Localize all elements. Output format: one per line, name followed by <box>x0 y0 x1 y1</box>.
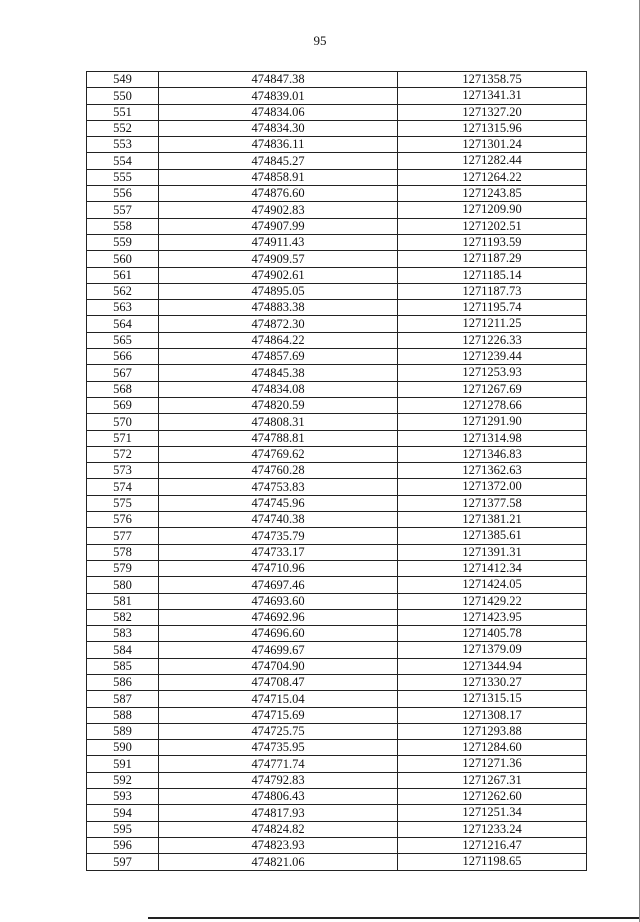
y-coordinate-cell: 1271381.21 <box>398 512 587 528</box>
point-number-cell: 591 <box>87 756 159 772</box>
y-coordinate-cell: 1271262.60 <box>398 789 587 805</box>
point-number-cell: 570 <box>87 414 159 430</box>
y-coordinate-cell: 1271187.73 <box>398 283 587 299</box>
x-coordinate-cell: 474911.43 <box>159 234 398 250</box>
y-coordinate-cell: 1271195.74 <box>398 300 587 316</box>
point-number-cell: 584 <box>87 642 159 658</box>
y-coordinate-cell: 1271362.63 <box>398 463 587 479</box>
point-number-cell: 585 <box>87 658 159 674</box>
y-coordinate-cell: 1271187.29 <box>398 251 587 267</box>
x-coordinate-cell: 474845.38 <box>159 365 398 381</box>
point-number-cell: 588 <box>87 707 159 723</box>
table-row <box>87 609 587 625</box>
point-number-cell: 595 <box>87 821 159 837</box>
y-coordinate-cell: 1271282.44 <box>398 153 587 169</box>
point-number-cell: 573 <box>87 463 159 479</box>
point-number-cell: 583 <box>87 626 159 642</box>
table-row <box>87 707 587 723</box>
point-number-cell: 558 <box>87 218 159 234</box>
point-number-cell: 556 <box>87 186 159 202</box>
table-row <box>87 234 587 250</box>
x-coordinate-cell: 474845.27 <box>159 153 398 169</box>
point-number-cell: 590 <box>87 740 159 756</box>
x-coordinate-cell: 474745.96 <box>159 495 398 511</box>
x-coordinate-cell: 474715.04 <box>159 691 398 707</box>
x-coordinate-cell: 474839.01 <box>159 88 398 104</box>
table-row <box>87 349 587 365</box>
y-coordinate-cell: 1271291.90 <box>398 414 587 430</box>
table-row <box>87 495 587 511</box>
y-coordinate-cell: 1271293.88 <box>398 723 587 739</box>
x-coordinate-cell: 474836.11 <box>159 137 398 153</box>
point-number-cell: 596 <box>87 837 159 853</box>
point-number-cell: 571 <box>87 430 159 446</box>
table-row <box>87 88 587 104</box>
table-row <box>87 414 587 430</box>
point-number-cell: 572 <box>87 446 159 462</box>
y-coordinate-cell: 1271264.22 <box>398 169 587 185</box>
x-coordinate-cell: 474710.96 <box>159 560 398 576</box>
x-coordinate-cell: 474760.28 <box>159 463 398 479</box>
point-number-cell: 597 <box>87 854 159 870</box>
x-coordinate-cell: 474824.82 <box>159 821 398 837</box>
coordinates-table-body <box>87 72 587 871</box>
point-number-cell: 593 <box>87 789 159 805</box>
table-row <box>87 300 587 316</box>
y-coordinate-cell: 1271405.78 <box>398 626 587 642</box>
table-row <box>87 658 587 674</box>
point-number-cell: 589 <box>87 723 159 739</box>
x-coordinate-cell: 474823.93 <box>159 837 398 853</box>
y-coordinate-cell: 1271243.85 <box>398 186 587 202</box>
table-row <box>87 528 587 544</box>
table-row <box>87 740 587 756</box>
y-coordinate-cell: 1271251.34 <box>398 805 587 821</box>
point-number-cell: 578 <box>87 544 159 560</box>
table-row <box>87 251 587 267</box>
y-coordinate-cell: 1271379.09 <box>398 642 587 658</box>
coordinates-table <box>86 71 587 871</box>
point-number-cell: 574 <box>87 479 159 495</box>
table-row <box>87 463 587 479</box>
y-coordinate-cell: 1271429.22 <box>398 593 587 609</box>
point-number-cell: 568 <box>87 381 159 397</box>
y-coordinate-cell: 1271327.20 <box>398 104 587 120</box>
x-coordinate-cell: 474820.59 <box>159 397 398 413</box>
y-coordinate-cell: 1271267.31 <box>398 772 587 788</box>
x-coordinate-cell: 474872.30 <box>159 316 398 332</box>
x-coordinate-cell: 474817.93 <box>159 805 398 821</box>
table-row <box>87 626 587 642</box>
table-row <box>87 397 587 413</box>
y-coordinate-cell: 1271271.36 <box>398 756 587 772</box>
point-number-cell: 566 <box>87 349 159 365</box>
table-row <box>87 544 587 560</box>
x-coordinate-cell: 474907.99 <box>159 218 398 234</box>
y-coordinate-cell: 1271358.75 <box>398 72 587 88</box>
x-coordinate-cell: 474733.17 <box>159 544 398 560</box>
table-row <box>87 267 587 283</box>
point-number-cell: 563 <box>87 300 159 316</box>
y-coordinate-cell: 1271278.66 <box>398 397 587 413</box>
y-coordinate-cell: 1271412.34 <box>398 560 587 576</box>
table-row <box>87 691 587 707</box>
point-number-cell: 587 <box>87 691 159 707</box>
y-coordinate-cell: 1271315.96 <box>398 120 587 136</box>
table-row <box>87 332 587 348</box>
x-coordinate-cell: 474857.69 <box>159 349 398 365</box>
y-coordinate-cell: 1271424.05 <box>398 577 587 593</box>
y-coordinate-cell: 1271233.24 <box>398 821 587 837</box>
x-coordinate-cell: 474740.38 <box>159 512 398 528</box>
table-row <box>87 316 587 332</box>
table-row <box>87 805 587 821</box>
x-coordinate-cell: 474821.06 <box>159 854 398 870</box>
x-coordinate-cell: 474725.75 <box>159 723 398 739</box>
y-coordinate-cell: 1271267.69 <box>398 381 587 397</box>
table-row <box>87 789 587 805</box>
point-number-cell: 579 <box>87 560 159 576</box>
table-row <box>87 186 587 202</box>
y-coordinate-cell: 1271202.51 <box>398 218 587 234</box>
point-number-cell: 552 <box>87 120 159 136</box>
table-row <box>87 137 587 153</box>
x-coordinate-cell: 474876.60 <box>159 186 398 202</box>
point-number-cell: 550 <box>87 88 159 104</box>
x-coordinate-cell: 474715.69 <box>159 707 398 723</box>
x-coordinate-cell: 474864.22 <box>159 332 398 348</box>
point-number-cell: 564 <box>87 316 159 332</box>
x-coordinate-cell: 474902.83 <box>159 202 398 218</box>
table-row <box>87 169 587 185</box>
x-coordinate-cell: 474771.74 <box>159 756 398 772</box>
y-coordinate-cell: 1271193.59 <box>398 234 587 250</box>
y-coordinate-cell: 1271284.60 <box>398 740 587 756</box>
x-coordinate-cell: 474902.61 <box>159 267 398 283</box>
point-number-cell: 557 <box>87 202 159 218</box>
x-coordinate-cell: 474692.96 <box>159 609 398 625</box>
point-number-cell: 582 <box>87 609 159 625</box>
table-row <box>87 593 587 609</box>
point-number-cell: 559 <box>87 234 159 250</box>
table-row <box>87 72 587 88</box>
x-coordinate-cell: 474895.05 <box>159 283 398 299</box>
point-number-cell: 580 <box>87 577 159 593</box>
table-row <box>87 642 587 658</box>
point-number-cell: 551 <box>87 104 159 120</box>
x-coordinate-cell: 474693.60 <box>159 593 398 609</box>
y-coordinate-cell: 1271372.00 <box>398 479 587 495</box>
y-coordinate-cell: 1271209.90 <box>398 202 587 218</box>
x-coordinate-cell: 474909.57 <box>159 251 398 267</box>
x-coordinate-cell: 474788.81 <box>159 430 398 446</box>
table-row <box>87 772 587 788</box>
y-coordinate-cell: 1271239.44 <box>398 349 587 365</box>
x-coordinate-cell: 474735.95 <box>159 740 398 756</box>
y-coordinate-cell: 1271216.47 <box>398 837 587 853</box>
table-row <box>87 512 587 528</box>
y-coordinate-cell: 1271346.83 <box>398 446 587 462</box>
page-number: 95 <box>313 33 327 48</box>
y-coordinate-cell: 1271315.15 <box>398 691 587 707</box>
point-number-cell: 586 <box>87 674 159 690</box>
point-number-cell: 569 <box>87 397 159 413</box>
point-number-cell: 553 <box>87 137 159 153</box>
point-number-cell: 561 <box>87 267 159 283</box>
x-coordinate-cell: 474883.38 <box>159 300 398 316</box>
table-row <box>87 723 587 739</box>
point-number-cell: 554 <box>87 153 159 169</box>
bottom-rule <box>148 917 640 919</box>
point-number-cell: 567 <box>87 365 159 381</box>
table-row <box>87 218 587 234</box>
point-number-cell: 594 <box>87 805 159 821</box>
y-coordinate-cell: 1271185.14 <box>398 267 587 283</box>
table-row <box>87 854 587 870</box>
point-number-cell: 555 <box>87 169 159 185</box>
y-coordinate-cell: 1271377.58 <box>398 495 587 511</box>
y-coordinate-cell: 1271391.31 <box>398 544 587 560</box>
point-number-cell: 560 <box>87 251 159 267</box>
point-number-cell: 592 <box>87 772 159 788</box>
y-coordinate-cell: 1271198.65 <box>398 854 587 870</box>
y-coordinate-cell: 1271308.17 <box>398 707 587 723</box>
x-coordinate-cell: 474847.38 <box>159 72 398 88</box>
x-coordinate-cell: 474834.30 <box>159 120 398 136</box>
table-row <box>87 120 587 136</box>
x-coordinate-cell: 474834.08 <box>159 381 398 397</box>
x-coordinate-cell: 474753.83 <box>159 479 398 495</box>
table-row <box>87 283 587 299</box>
x-coordinate-cell: 474769.62 <box>159 446 398 462</box>
point-number-cell: 565 <box>87 332 159 348</box>
table-row <box>87 821 587 837</box>
point-number-cell: 562 <box>87 283 159 299</box>
table-row <box>87 202 587 218</box>
table-row <box>87 104 587 120</box>
y-coordinate-cell: 1271330.27 <box>398 674 587 690</box>
x-coordinate-cell: 474704.90 <box>159 658 398 674</box>
y-coordinate-cell: 1271226.33 <box>398 332 587 348</box>
x-coordinate-cell: 474834.06 <box>159 104 398 120</box>
x-coordinate-cell: 474696.60 <box>159 626 398 642</box>
x-coordinate-cell: 474858.91 <box>159 169 398 185</box>
table-row <box>87 756 587 772</box>
x-coordinate-cell: 474735.79 <box>159 528 398 544</box>
table-row <box>87 577 587 593</box>
y-coordinate-cell: 1271385.61 <box>398 528 587 544</box>
table-row <box>87 446 587 462</box>
x-coordinate-cell: 474699.67 <box>159 642 398 658</box>
y-coordinate-cell: 1271423.95 <box>398 609 587 625</box>
table-row <box>87 430 587 446</box>
x-coordinate-cell: 474792.83 <box>159 772 398 788</box>
point-number-cell: 549 <box>87 72 159 88</box>
table-row <box>87 560 587 576</box>
x-coordinate-cell: 474697.46 <box>159 577 398 593</box>
point-number-cell: 581 <box>87 593 159 609</box>
table-row <box>87 674 587 690</box>
x-coordinate-cell: 474808.31 <box>159 414 398 430</box>
y-coordinate-cell: 1271253.93 <box>398 365 587 381</box>
y-coordinate-cell: 1271344.94 <box>398 658 587 674</box>
x-coordinate-cell: 474708.47 <box>159 674 398 690</box>
table-row <box>87 479 587 495</box>
point-number-cell: 575 <box>87 495 159 511</box>
table-row <box>87 153 587 169</box>
x-coordinate-cell: 474806.43 <box>159 789 398 805</box>
point-number-cell: 577 <box>87 528 159 544</box>
table-row <box>87 837 587 853</box>
y-coordinate-cell: 1271341.31 <box>398 88 587 104</box>
table-row <box>87 381 587 397</box>
y-coordinate-cell: 1271211.25 <box>398 316 587 332</box>
table-row <box>87 365 587 381</box>
y-coordinate-cell: 1271314.98 <box>398 430 587 446</box>
point-number-cell: 576 <box>87 512 159 528</box>
y-coordinate-cell: 1271301.24 <box>398 137 587 153</box>
